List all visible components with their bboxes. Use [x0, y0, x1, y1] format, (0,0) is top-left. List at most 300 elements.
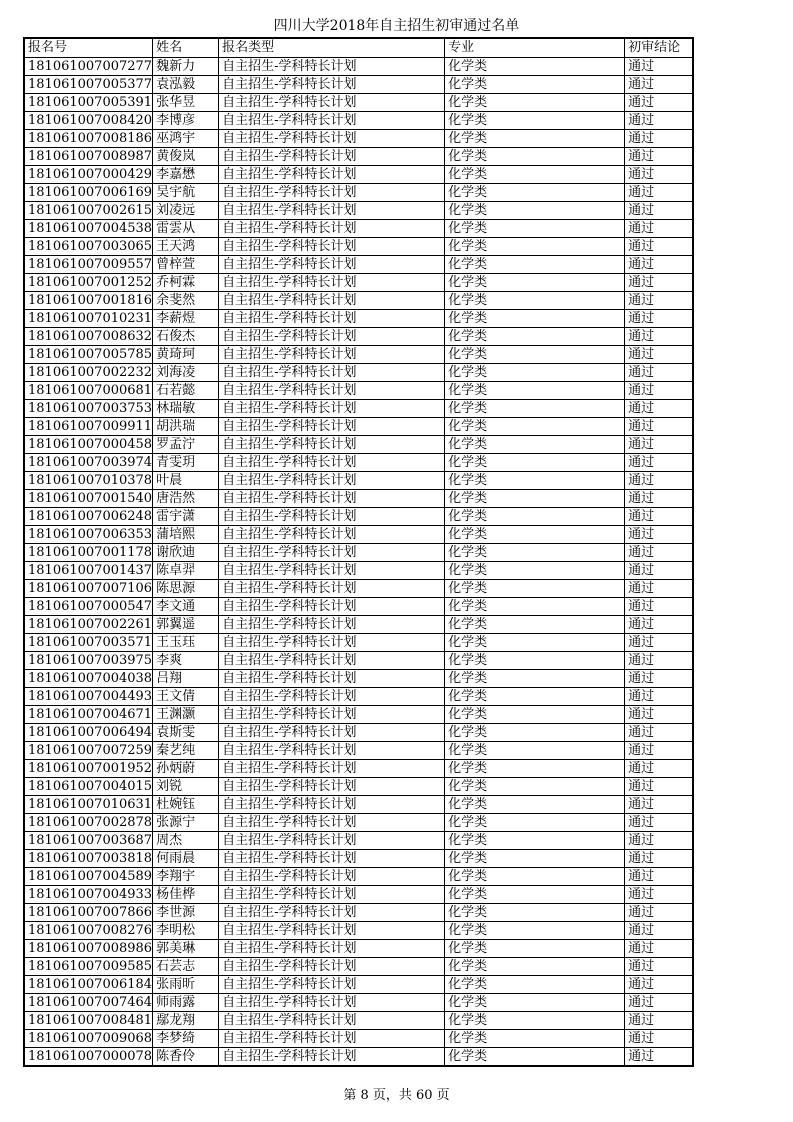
table-row	[24, 904, 693, 922]
registration-no-cell: 181061007009585	[24, 958, 153, 976]
name-cell: 师雨露	[153, 994, 219, 1012]
major-cell: 化学类	[445, 814, 625, 832]
major-cell: 化学类	[445, 382, 625, 400]
table-row	[24, 940, 693, 958]
major-cell: 化学类	[445, 454, 625, 472]
application-type-cell: 自主招生-学科特长计划	[219, 742, 445, 760]
registration-no-cell: 181061007004538	[24, 220, 153, 238]
registration-no-cell: 181061007005391	[24, 94, 153, 112]
result-cell: 通过	[625, 472, 693, 490]
table-row	[24, 418, 693, 436]
table-row	[24, 328, 693, 346]
result-cell: 通过	[625, 814, 693, 832]
table-row	[24, 544, 693, 562]
table-row	[24, 454, 693, 472]
registration-no-cell: 181061007008986	[24, 940, 153, 958]
result-cell: 通过	[625, 1012, 693, 1030]
result-cell: 通过	[625, 850, 693, 868]
table-row	[24, 634, 693, 652]
application-type-cell: 自主招生-学科特长计划	[219, 796, 445, 814]
registration-no-cell: 181061007001540	[24, 490, 153, 508]
table-row	[24, 526, 693, 544]
name-cell: 秦艺纯	[153, 742, 219, 760]
table-row	[24, 130, 693, 148]
name-cell: 张源宁	[153, 814, 219, 832]
application-type-cell: 自主招生-学科特长计划	[219, 202, 445, 220]
name-cell: 蒲培熙	[153, 526, 219, 544]
major-cell: 化学类	[445, 706, 625, 724]
major-cell: 化学类	[445, 850, 625, 868]
table-row	[24, 724, 693, 742]
registration-no-cell: 181061007001252	[24, 274, 153, 292]
application-type-cell: 自主招生-学科特长计划	[219, 256, 445, 274]
registration-no-cell: 181061007003975	[24, 652, 153, 670]
name-cell: 李博彦	[153, 112, 219, 130]
registration-no-cell: 181061007006353	[24, 526, 153, 544]
table-row	[24, 508, 693, 526]
major-cell: 化学类	[445, 346, 625, 364]
name-cell: 刘海凌	[153, 364, 219, 382]
application-type-cell: 自主招生-学科特长计划	[219, 850, 445, 868]
result-cell: 通过	[625, 508, 693, 526]
registration-no-cell: 181061007007277	[24, 58, 153, 76]
application-type-cell: 自主招生-学科特长计划	[219, 346, 445, 364]
table-row	[24, 274, 693, 292]
result-cell: 通过	[625, 148, 693, 166]
major-cell: 化学类	[445, 58, 625, 76]
registration-no-cell: 181061007000458	[24, 436, 153, 454]
application-type-cell: 自主招生-学科特长计划	[219, 670, 445, 688]
registration-no-cell: 181061007000681	[24, 382, 153, 400]
result-cell: 通过	[625, 688, 693, 706]
major-cell: 化学类	[445, 742, 625, 760]
major-cell: 化学类	[445, 886, 625, 904]
application-type-cell: 自主招生-学科特长计划	[219, 364, 445, 382]
registration-no-cell: 181061007000429	[24, 166, 153, 184]
registration-no-cell: 181061007005785	[24, 346, 153, 364]
result-cell: 通过	[625, 310, 693, 328]
table-row	[24, 760, 693, 778]
registration-no-cell: 181061007004493	[24, 688, 153, 706]
table-row	[24, 400, 693, 418]
column-header-application-type: 报名类型	[219, 38, 445, 58]
registration-no-cell: 181061007007464	[24, 994, 153, 1012]
name-cell: 曾梓萱	[153, 256, 219, 274]
registration-no-cell: 181061007008420	[24, 112, 153, 130]
registration-no-cell: 181061007001178	[24, 544, 153, 562]
application-type-cell: 自主招生-学科特长计划	[219, 418, 445, 436]
major-cell: 化学类	[445, 1048, 625, 1067]
result-cell: 通过	[625, 742, 693, 760]
result-cell: 通过	[625, 454, 693, 472]
table-row	[24, 958, 693, 976]
major-cell: 化学类	[445, 112, 625, 130]
name-cell: 吴宇航	[153, 184, 219, 202]
application-type-cell: 自主招生-学科特长计划	[219, 454, 445, 472]
result-cell: 通过	[625, 292, 693, 310]
registration-no-cell: 181061007000078	[24, 1048, 153, 1067]
table-row	[24, 58, 693, 76]
name-cell: 李翔宇	[153, 868, 219, 886]
major-cell: 化学类	[445, 904, 625, 922]
name-cell: 雷雲从	[153, 220, 219, 238]
major-cell: 化学类	[445, 238, 625, 256]
application-type-cell: 自主招生-学科特长计划	[219, 238, 445, 256]
major-cell: 化学类	[445, 166, 625, 184]
major-cell: 化学类	[445, 310, 625, 328]
registration-no-cell: 181061007003065	[24, 238, 153, 256]
result-cell: 通过	[625, 238, 693, 256]
table-row	[24, 310, 693, 328]
name-cell: 鄢龙翔	[153, 1012, 219, 1030]
column-header-name: 姓名	[153, 38, 219, 58]
registration-no-cell: 181061007006184	[24, 976, 153, 994]
major-cell: 化学类	[445, 616, 625, 634]
name-cell: 青雯玥	[153, 454, 219, 472]
table-row	[24, 490, 693, 508]
application-type-cell: 自主招生-学科特长计划	[219, 886, 445, 904]
registration-no-cell: 181061007002878	[24, 814, 153, 832]
major-cell: 化学类	[445, 472, 625, 490]
application-type-cell: 自主招生-学科特长计划	[219, 148, 445, 166]
admission-list-table	[23, 37, 694, 1067]
table-row	[24, 994, 693, 1012]
application-type-cell: 自主招生-学科特长计划	[219, 634, 445, 652]
result-cell: 通过	[625, 616, 693, 634]
result-cell: 通过	[625, 76, 693, 94]
registration-no-cell: 181061007010378	[24, 472, 153, 490]
application-type-cell: 自主招生-学科特长计划	[219, 58, 445, 76]
registration-no-cell: 181061007003687	[24, 832, 153, 850]
registration-no-cell: 181061007004589	[24, 868, 153, 886]
major-cell: 化学类	[445, 400, 625, 418]
application-type-cell: 自主招生-学科特长计划	[219, 724, 445, 742]
result-cell: 通过	[625, 706, 693, 724]
application-type-cell: 自主招生-学科特长计划	[219, 130, 445, 148]
major-cell: 化学类	[445, 724, 625, 742]
result-cell: 通过	[625, 256, 693, 274]
application-type-cell: 自主招生-学科特长计划	[219, 310, 445, 328]
result-cell: 通过	[625, 220, 693, 238]
major-cell: 化学类	[445, 580, 625, 598]
table-row	[24, 1012, 693, 1030]
application-type-cell: 自主招生-学科特长计划	[219, 436, 445, 454]
result-cell: 通过	[625, 778, 693, 796]
name-cell: 黄俊岚	[153, 148, 219, 166]
page-footer: 第 8 页，共 60 页	[343, 1088, 450, 1103]
result-cell: 通过	[625, 544, 693, 562]
application-type-cell: 自主招生-学科特长计划	[219, 616, 445, 634]
name-cell: 李梦绮	[153, 1030, 219, 1048]
name-cell: 胡洪瑞	[153, 418, 219, 436]
major-cell: 化学类	[445, 976, 625, 994]
name-cell: 周杰	[153, 832, 219, 850]
major-cell: 化学类	[445, 544, 625, 562]
registration-no-cell: 181061007008987	[24, 148, 153, 166]
major-cell: 化学类	[445, 670, 625, 688]
name-cell: 何雨晨	[153, 850, 219, 868]
registration-no-cell: 181061007001952	[24, 760, 153, 778]
registration-no-cell: 181061007010231	[24, 310, 153, 328]
major-cell: 化学类	[445, 1030, 625, 1048]
table-row	[24, 382, 693, 400]
name-cell: 吕翔	[153, 670, 219, 688]
result-cell: 通过	[625, 112, 693, 130]
application-type-cell: 自主招生-学科特长计划	[219, 562, 445, 580]
major-cell: 化学类	[445, 688, 625, 706]
application-type-cell: 自主招生-学科特长计划	[219, 652, 445, 670]
result-cell: 通过	[625, 94, 693, 112]
registration-no-cell: 181061007007259	[24, 742, 153, 760]
table-row	[24, 256, 693, 274]
table-row	[24, 76, 693, 94]
major-cell: 化学类	[445, 796, 625, 814]
application-type-cell: 自主招生-学科特长计划	[219, 472, 445, 490]
result-cell: 通过	[625, 130, 693, 148]
application-type-cell: 自主招生-学科特长计划	[219, 490, 445, 508]
application-type-cell: 自主招生-学科特长计划	[219, 94, 445, 112]
table-row	[24, 976, 693, 994]
result-cell: 通过	[625, 994, 693, 1012]
table-row	[24, 598, 693, 616]
result-cell: 通过	[625, 796, 693, 814]
result-cell: 通过	[625, 274, 693, 292]
major-cell: 化学类	[445, 202, 625, 220]
name-cell: 李文通	[153, 598, 219, 616]
column-header-registration-no: 报名号	[24, 38, 153, 58]
result-cell: 通过	[625, 940, 693, 958]
result-cell: 通过	[625, 634, 693, 652]
major-cell: 化学类	[445, 778, 625, 796]
name-cell: 乔柯霖	[153, 274, 219, 292]
table-row	[24, 562, 693, 580]
result-cell: 通过	[625, 418, 693, 436]
application-type-cell: 自主招生-学科特长计划	[219, 904, 445, 922]
result-cell: 通过	[625, 904, 693, 922]
application-type-cell: 自主招生-学科特长计划	[219, 1012, 445, 1030]
registration-no-cell: 181061007002232	[24, 364, 153, 382]
table-row	[24, 346, 693, 364]
registration-no-cell: 181061007004015	[24, 778, 153, 796]
application-type-cell: 自主招生-学科特长计划	[219, 526, 445, 544]
registration-no-cell: 181061007002615	[24, 202, 153, 220]
table-row	[24, 796, 693, 814]
name-cell: 袁泓毅	[153, 76, 219, 94]
application-type-cell: 自主招生-学科特长计划	[219, 760, 445, 778]
registration-no-cell: 181061007003753	[24, 400, 153, 418]
registration-no-cell: 181061007007106	[24, 580, 153, 598]
application-type-cell: 自主招生-学科特长计划	[219, 544, 445, 562]
application-type-cell: 自主招生-学科特长计划	[219, 706, 445, 724]
result-cell: 通过	[625, 346, 693, 364]
registration-no-cell: 181061007005377	[24, 76, 153, 94]
major-cell: 化学类	[445, 940, 625, 958]
table-row	[24, 742, 693, 760]
result-cell: 通过	[625, 382, 693, 400]
application-type-cell: 自主招生-学科特长计划	[219, 166, 445, 184]
registration-no-cell: 181061007008276	[24, 922, 153, 940]
major-cell: 化学类	[445, 292, 625, 310]
registration-no-cell: 181061007003974	[24, 454, 153, 472]
table-row	[24, 292, 693, 310]
result-cell: 通过	[625, 562, 693, 580]
name-cell: 叶晨	[153, 472, 219, 490]
major-cell: 化学类	[445, 760, 625, 778]
application-type-cell: 自主招生-学科特长计划	[219, 184, 445, 202]
registration-no-cell: 181061007002261	[24, 616, 153, 634]
result-cell: 通过	[625, 328, 693, 346]
application-type-cell: 自主招生-学科特长计划	[219, 508, 445, 526]
name-cell: 郭美琳	[153, 940, 219, 958]
registration-no-cell: 181061007009068	[24, 1030, 153, 1048]
result-cell: 通过	[625, 1030, 693, 1048]
application-type-cell: 自主招生-学科特长计划	[219, 328, 445, 346]
result-cell: 通过	[625, 724, 693, 742]
result-cell: 通过	[625, 922, 693, 940]
name-cell: 巫鸿宇	[153, 130, 219, 148]
table-row	[24, 832, 693, 850]
name-cell: 李嘉懋	[153, 166, 219, 184]
name-cell: 张雨昕	[153, 976, 219, 994]
name-cell: 王渊灏	[153, 706, 219, 724]
table-row	[24, 850, 693, 868]
name-cell: 石若懿	[153, 382, 219, 400]
application-type-cell: 自主招生-学科特长计划	[219, 688, 445, 706]
result-cell: 通过	[625, 1048, 693, 1067]
table-row	[24, 886, 693, 904]
result-cell: 通过	[625, 526, 693, 544]
result-cell: 通过	[625, 832, 693, 850]
name-cell: 袁斯雯	[153, 724, 219, 742]
registration-no-cell: 181061007003571	[24, 634, 153, 652]
result-cell: 通过	[625, 580, 693, 598]
major-cell: 化学类	[445, 652, 625, 670]
registration-no-cell: 181061007009911	[24, 418, 153, 436]
table-row	[24, 112, 693, 130]
application-type-cell: 自主招生-学科特长计划	[219, 922, 445, 940]
result-cell: 通过	[625, 166, 693, 184]
result-cell: 通过	[625, 202, 693, 220]
major-cell: 化学类	[445, 526, 625, 544]
major-cell: 化学类	[445, 634, 625, 652]
table-row	[24, 652, 693, 670]
registration-no-cell: 181061007004671	[24, 706, 153, 724]
application-type-cell: 自主招生-学科特长计划	[219, 400, 445, 418]
application-type-cell: 自主招生-学科特长计划	[219, 220, 445, 238]
application-type-cell: 自主招生-学科特长计划	[219, 292, 445, 310]
application-type-cell: 自主招生-学科特长计划	[219, 274, 445, 292]
name-cell: 刘锐	[153, 778, 219, 796]
name-cell: 谢欣迪	[153, 544, 219, 562]
name-cell: 郭翼遥	[153, 616, 219, 634]
table-row	[24, 238, 693, 256]
name-cell: 罗孟泞	[153, 436, 219, 454]
table-row	[24, 580, 693, 598]
major-cell: 化学类	[445, 958, 625, 976]
result-cell: 通过	[625, 436, 693, 454]
major-cell: 化学类	[445, 274, 625, 292]
application-type-cell: 自主招生-学科特长计划	[219, 832, 445, 850]
table-row	[24, 472, 693, 490]
registration-no-cell: 181061007009557	[24, 256, 153, 274]
name-cell: 林瑞敏	[153, 400, 219, 418]
registration-no-cell: 181061007008186	[24, 130, 153, 148]
major-cell: 化学类	[445, 868, 625, 886]
application-type-cell: 自主招生-学科特长计划	[219, 778, 445, 796]
name-cell: 石芸志	[153, 958, 219, 976]
name-cell: 余斐然	[153, 292, 219, 310]
name-cell: 李明松	[153, 922, 219, 940]
major-cell: 化学类	[445, 436, 625, 454]
application-type-cell: 自主招生-学科特长计划	[219, 814, 445, 832]
name-cell: 魏新力	[153, 58, 219, 76]
major-cell: 化学类	[445, 94, 625, 112]
major-cell: 化学类	[445, 490, 625, 508]
column-header-major: 专业	[445, 38, 625, 58]
result-cell: 通过	[625, 364, 693, 382]
application-type-cell: 自主招生-学科特长计划	[219, 976, 445, 994]
column-header-result: 初审结论	[625, 38, 693, 58]
major-cell: 化学类	[445, 832, 625, 850]
name-cell: 雷宇潇	[153, 508, 219, 526]
major-cell: 化学类	[445, 220, 625, 238]
name-cell: 李世源	[153, 904, 219, 922]
name-cell: 王玉珏	[153, 634, 219, 652]
result-cell: 通过	[625, 598, 693, 616]
major-cell: 化学类	[445, 364, 625, 382]
result-cell: 通过	[625, 652, 693, 670]
application-type-cell: 自主招生-学科特长计划	[219, 940, 445, 958]
major-cell: 化学类	[445, 418, 625, 436]
table-row	[24, 220, 693, 238]
application-type-cell: 自主招生-学科特长计划	[219, 958, 445, 976]
registration-no-cell: 181061007008632	[24, 328, 153, 346]
major-cell: 化学类	[445, 562, 625, 580]
table-row	[24, 166, 693, 184]
result-cell: 通过	[625, 670, 693, 688]
registration-no-cell: 181061007007866	[24, 904, 153, 922]
major-cell: 化学类	[445, 598, 625, 616]
major-cell: 化学类	[445, 256, 625, 274]
registration-no-cell: 181061007010631	[24, 796, 153, 814]
table-row	[24, 670, 693, 688]
registration-no-cell: 181061007004933	[24, 886, 153, 904]
name-cell: 孙炳蔚	[153, 760, 219, 778]
application-type-cell: 自主招生-学科特长计划	[219, 1030, 445, 1048]
major-cell: 化学类	[445, 328, 625, 346]
name-cell: 陈思源	[153, 580, 219, 598]
table-row	[24, 1048, 693, 1067]
major-cell: 化学类	[445, 148, 625, 166]
application-type-cell: 自主招生-学科特长计划	[219, 868, 445, 886]
registration-no-cell: 181061007001437	[24, 562, 153, 580]
result-cell: 通过	[625, 760, 693, 778]
major-cell: 化学类	[445, 508, 625, 526]
name-cell: 王天鸿	[153, 238, 219, 256]
result-cell: 通过	[625, 184, 693, 202]
result-cell: 通过	[625, 400, 693, 418]
table-row	[24, 922, 693, 940]
major-cell: 化学类	[445, 184, 625, 202]
name-cell: 张华昱	[153, 94, 219, 112]
major-cell: 化学类	[445, 994, 625, 1012]
registration-no-cell: 181061007004038	[24, 670, 153, 688]
name-cell: 唐浩然	[153, 490, 219, 508]
major-cell: 化学类	[445, 76, 625, 94]
name-cell: 杨佳桦	[153, 886, 219, 904]
table-row	[24, 202, 693, 220]
registration-no-cell: 181061007008481	[24, 1012, 153, 1030]
